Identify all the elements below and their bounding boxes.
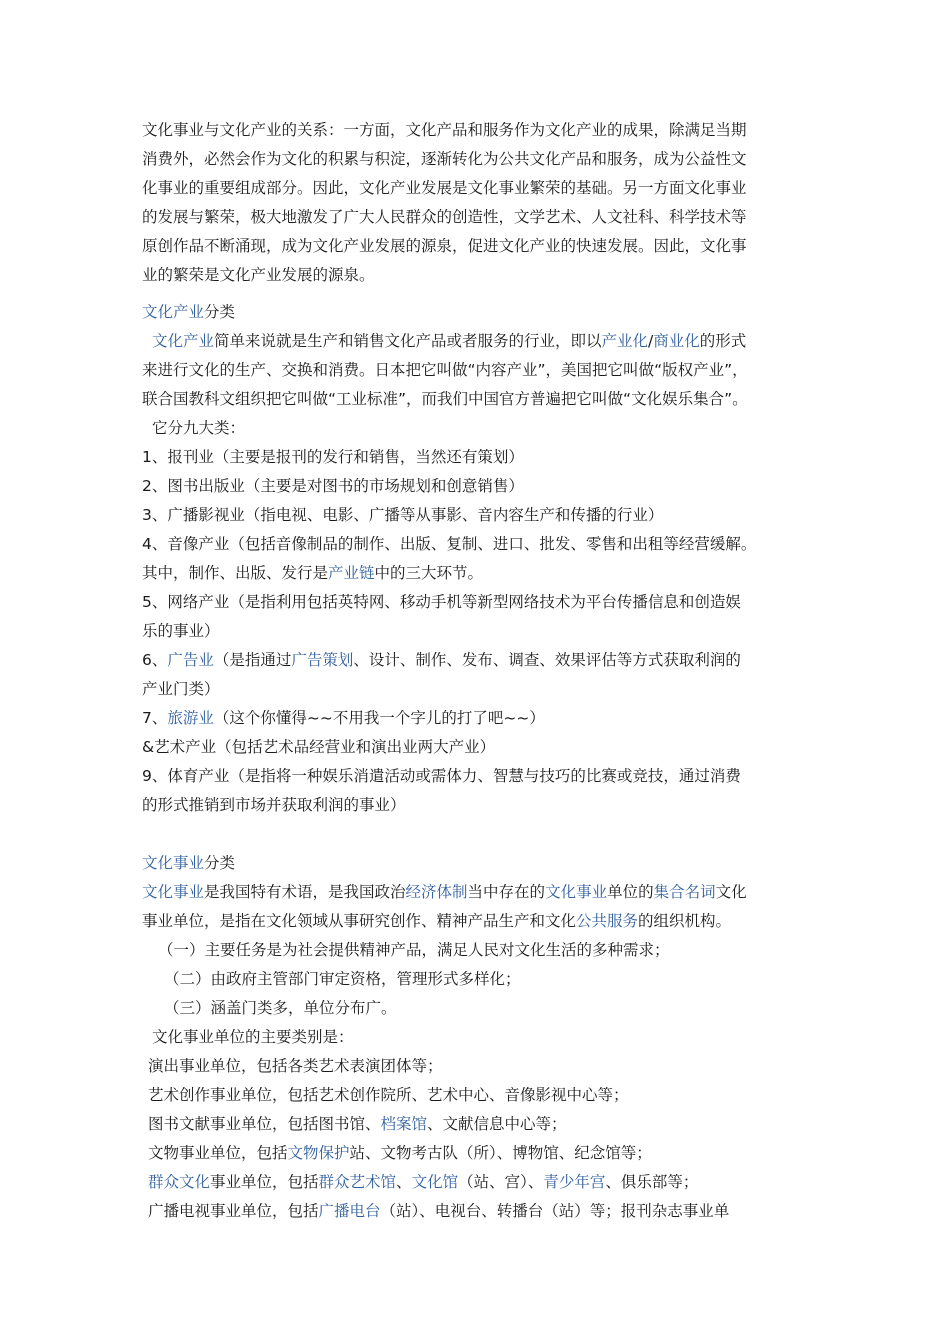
type-item: 艺术创作事业单位，包括艺术创作院所、艺术中心、音像影视中心等； bbox=[148, 1086, 629, 1104]
industry-definition-line: 来进行文化的生产、交换和消费。日本把它叫做“内容产业”，美国把它叫做“版权产业”， bbox=[142, 361, 748, 379]
category-item: 6、广告业（是指通过广告策划、设计、制作、发布、调查、效果评估等方式获取利润的 bbox=[142, 651, 741, 669]
public-service-link[interactable]: 公共服务 bbox=[576, 912, 639, 930]
industry-chain-link[interactable]: 产业链 bbox=[328, 564, 375, 582]
category-item: 的形式推销到市场并获取利润的事业） bbox=[142, 796, 406, 814]
type-item: 广播电视事业单位，包括广播电台（站）、电视台、转播台（站）等；报刊杂志事业单 bbox=[148, 1202, 730, 1220]
industry-link[interactable]: 文化产业 bbox=[152, 332, 215, 350]
radio-station-link[interactable]: 广播电台 bbox=[318, 1202, 381, 1220]
undertaking-definition-line: 事业单位，是指在文化领域从事研究创作、精神产品生产和文化公共服务的组织机构。 bbox=[142, 912, 732, 930]
category-item: 5、网络产业（是指利用包括英特网、移动手机等新型网络技术为平台传播信息和创造娱 bbox=[142, 593, 741, 611]
category-item: 3、广播影视业（指电视、电影、广播等从事影、音内容生产和传播的行业） bbox=[142, 506, 664, 524]
intro-line: 化事业的重要组成部分。因此，文化产业发展是文化事业繁荣的基础。另一方面文化事业 bbox=[142, 179, 747, 197]
type-item: 群众文化事业单位，包括群众艺术馆、文化馆（站、宫）、青少年宫、俱乐部等； bbox=[148, 1173, 699, 1191]
undertaking-section bbox=[142, 849, 818, 1226]
heritage-protection-link[interactable]: 文物保护 bbox=[287, 1144, 350, 1162]
collective-noun-link[interactable]: 集合名词 bbox=[653, 883, 716, 901]
type-item: 图书文献事业单位，包括图书馆、档案馆、文献信息中心等； bbox=[148, 1115, 567, 1133]
culture-center-link[interactable]: 文化馆 bbox=[411, 1173, 459, 1191]
type-item: 文物事业单位，包括文物保护站、文物考古队（所）、博物馆、纪念馆等； bbox=[148, 1144, 652, 1162]
intro-line: 业的繁荣是文化产业发展的源泉。 bbox=[142, 266, 375, 284]
ad-planning-link[interactable]: 广告策划 bbox=[291, 651, 354, 669]
category-item: 9、体育产业（是指将一种娱乐消遣活动或需体力、智慧与技巧的比赛或竞技，通过消费 bbox=[142, 767, 741, 785]
industrialization-link[interactable]: 产业化 bbox=[601, 332, 649, 350]
nine-categories-intro: 它分九大类： bbox=[152, 419, 246, 437]
industry-heading-link[interactable]: 文化产业 bbox=[142, 303, 205, 321]
feature-item: （二）由政府主管部门审定资格，管理形式多样化； bbox=[164, 970, 521, 988]
cultural-undertaking-link-2[interactable]: 文化事业 bbox=[545, 883, 608, 901]
category-item: 乐的事业） bbox=[142, 622, 220, 640]
feature-item: （一）主要任务是为社会提供精神产品，满足人民对文化生活的多种需求； bbox=[158, 941, 670, 959]
category-item: 4、音像产业（包括音像制品的制作、出版、复制、进口、批发、零售和出租等经营缓解。 bbox=[142, 535, 757, 553]
intro-paragraph bbox=[142, 116, 818, 290]
youth-palace-link[interactable]: 青少年宫 bbox=[543, 1173, 606, 1191]
mass-art-center-link[interactable]: 群众艺术馆 bbox=[318, 1173, 397, 1191]
economic-system-link[interactable]: 经济体制 bbox=[405, 883, 468, 901]
commercialization-link[interactable]: 商业化 bbox=[653, 332, 700, 350]
industry-definition-line: 文化产业简单来说就是生产和销售文化产品或者服务的行业，即以产业化/商业化的形式 bbox=[152, 332, 747, 350]
archives-link[interactable]: 档案馆 bbox=[380, 1115, 428, 1133]
feature-item: （三）涵盖门类多，单位分布广。 bbox=[164, 999, 397, 1017]
category-item: 其中，制作、出版、发行是产业链中的三大环节。 bbox=[142, 564, 484, 582]
industry-section bbox=[142, 298, 818, 820]
industry-heading: 文化产业分类 bbox=[142, 303, 236, 321]
type-item: 演出事业单位，包括各类艺术表演团体等； bbox=[148, 1057, 443, 1075]
intro-line: 的发展与繁荣，极大地激发了广大人民群众的创造性，文学艺术、人文社科、科学技术等 bbox=[142, 208, 747, 226]
category-item: 1、报刊业（主要是报刊的发行和销售，当然还有策划） bbox=[142, 448, 524, 466]
category-item: 产业门类） bbox=[142, 680, 220, 698]
mass-culture-link[interactable]: 群众文化 bbox=[148, 1173, 211, 1191]
undertaking-heading: 文化事业分类 bbox=[142, 854, 236, 872]
tourism-link[interactable]: 旅游业 bbox=[167, 709, 214, 727]
intro-line: 原创作品不断涌现，成为文化产业发展的源泉，促进文化产业的快速发展。因此，文化事 bbox=[142, 237, 747, 255]
undertaking-definition-line: 文化事业是我国特有术语，是我国政治经济体制当中存在的文化事业单位的集合名词文化 bbox=[142, 883, 747, 901]
intro-line: 消费外，必然会作为文化的积累与积淀，逐渐转化为公共文化产品和服务，成为公益性文 bbox=[142, 150, 747, 168]
cultural-undertaking-link[interactable]: 文化事业 bbox=[142, 883, 205, 901]
advertising-link[interactable]: 广告业 bbox=[167, 651, 214, 669]
intro-line: 文化事业与文化产业的关系：一方面，文化产品和服务作为文化产业的成果，除满足当期 bbox=[142, 121, 747, 139]
industry-definition-line: 联合国教科文组织把它叫做“工业标准”，而我们中国官方普遍把它叫做“文化娱乐集合”。 bbox=[142, 390, 748, 408]
undertaking-heading-link[interactable]: 文化事业 bbox=[142, 854, 205, 872]
category-item: &艺术产业（包括艺术品经营业和演出业两大产业） bbox=[142, 738, 496, 756]
category-item: 7、旅游业（这个你懂得~~不用我一个字儿的打了吧~~） bbox=[142, 709, 545, 727]
category-item: 2、图书出版业（主要是对图书的市场规划和创意销售） bbox=[142, 477, 524, 495]
types-intro: 文化事业单位的主要类别是： bbox=[152, 1028, 354, 1046]
